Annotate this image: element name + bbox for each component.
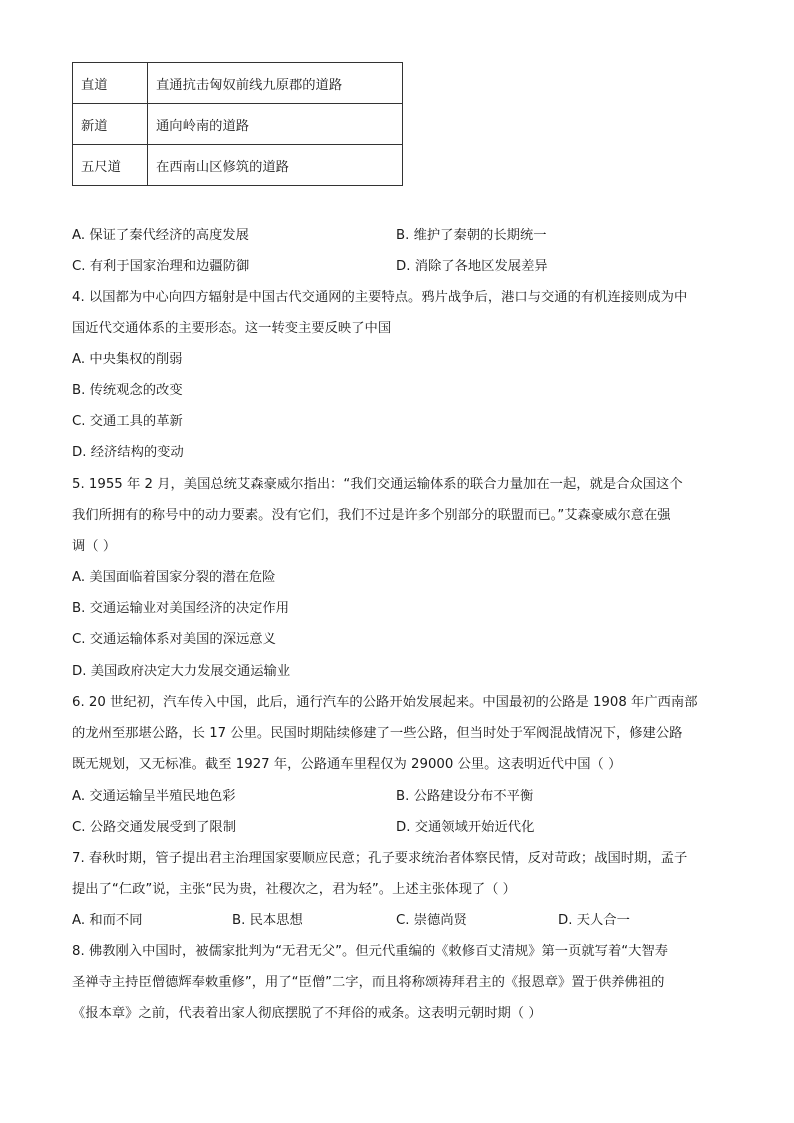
- q6-stem-line: 6. 20 世纪初，汽车传入中国，此后，通行汽车的公路开始发展起来。中国最初的公路是 1908 年广西南部: [72, 695, 698, 710]
- q6-option-c: C. 公路交通发展受到了限制: [72, 820, 237, 835]
- road-name-cell: 新道: [73, 104, 148, 145]
- table-row: [73, 145, 403, 186]
- q4-option-d: D. 经济结构的变动: [72, 445, 184, 460]
- road-desc-cell: 通向岭南的道路: [148, 104, 403, 145]
- q6-option-a: A. 交通运输呈半殖民地色彩: [72, 789, 236, 804]
- q5-option-d: D. 美国政府决定大力发展交通运输业: [72, 664, 291, 679]
- road-name-cell: 五尺道: [73, 145, 148, 186]
- q4-option-a: A. 中央集权的削弱: [72, 352, 183, 367]
- road-desc-cell: 直通抗击匈奴前线九原郡的道路: [148, 63, 403, 104]
- q6-option-d: D. 交通领域开始近代化: [396, 820, 535, 835]
- q7-option-d: D. 天人合一: [558, 913, 630, 928]
- q3-option-d: D. 消除了各地区发展差异: [396, 259, 548, 274]
- q3-option-b: B. 维护了秦朝的长期统一: [396, 228, 547, 243]
- table-row: [73, 104, 403, 145]
- road-name-cell: 直道: [73, 63, 148, 104]
- road-table: [72, 62, 403, 186]
- q4-stem-line: 国近代交通体系的主要形态。这一转变主要反映了中国: [72, 321, 392, 336]
- q6-stem-line: 既无规划，又无标准。截至 1927 年，公路通车里程仅为 29000 公里。这表明近代中国（ ）: [72, 757, 622, 772]
- q5-option-a: A. 美国面临着国家分裂的潜在危险: [72, 570, 276, 585]
- road-desc-cell: 在西南山区修筑的道路: [148, 145, 403, 186]
- q7-option-c: C. 崇德尚贤: [396, 913, 467, 928]
- q6-option-b: B. 公路建设分布不平衡: [396, 789, 534, 804]
- q6-stem-line: 的龙州至那堪公路，长 17 公里。民国时期陆续修建了一些公路，但当时处于军阀混战情况下，修建公路: [72, 726, 683, 741]
- q7-stem-line: 7. 春秋时期，管子提出君主治理国家要顺应民意；孔子要求统治者体察民情，反对苛政；战国时期，孟子: [72, 851, 688, 866]
- q3-option-a: A. 保证了秦代经济的高度发展: [72, 228, 249, 243]
- q7-stem-line: 提出了“仁政”说，主张“民为贵，社稷次之，君为轻”。上述主张体现了（ ）: [72, 882, 516, 897]
- q7-option-b: B. 民本思想: [232, 913, 303, 928]
- q4-option-b: B. 传统观念的改变: [72, 383, 183, 398]
- q7-option-a: A. 和而不同: [72, 913, 143, 928]
- q4-option-c: C. 交通工具的革新: [72, 414, 183, 429]
- table-row: [73, 63, 403, 104]
- q5-stem-line: 调（ ）: [72, 539, 117, 554]
- q5-stem-line: 5. 1955 年 2 月，美国总统艾森豪威尔指出：“我们交通运输体系的联合力量加在一起，就是合众国这个: [72, 477, 683, 492]
- q5-option-c: C. 交通运输体系对美国的深远意义: [72, 632, 276, 647]
- q8-stem-line: 圣禅寺主持臣僧德辉奉敕重修”，用了“臣僧”二字，而且将称颂祷拜君主的《报恩章》置于供养佛祖的: [72, 975, 665, 990]
- q3-option-c: C. 有利于国家治理和边疆防御: [72, 259, 250, 274]
- q5-stem-line: 我们所拥有的称号中的动力要素。没有它们，我们不过是许多个别部分的联盟而已。”艾森豪威尔意在强: [72, 508, 671, 523]
- q4-stem-line: 4. 以国都为中心向四方辐射是中国古代交通网的主要特点。鸦片战争后，港口与交通的有机连接则成为中: [72, 290, 688, 305]
- q8-stem-line: 8. 佛教刚入中国时，被儒家批判为“无君无父”。但元代重编的《敕修百丈清规》第一页就写着“大智寿: [72, 944, 669, 959]
- q8-stem-line: 《报本章》之前，代表着出家人彻底摆脱了不拜俗的戒条。这表明元朝时期（ ）: [72, 1006, 542, 1021]
- q5-option-b: B. 交通运输业对美国经济的决定作用: [72, 601, 290, 616]
